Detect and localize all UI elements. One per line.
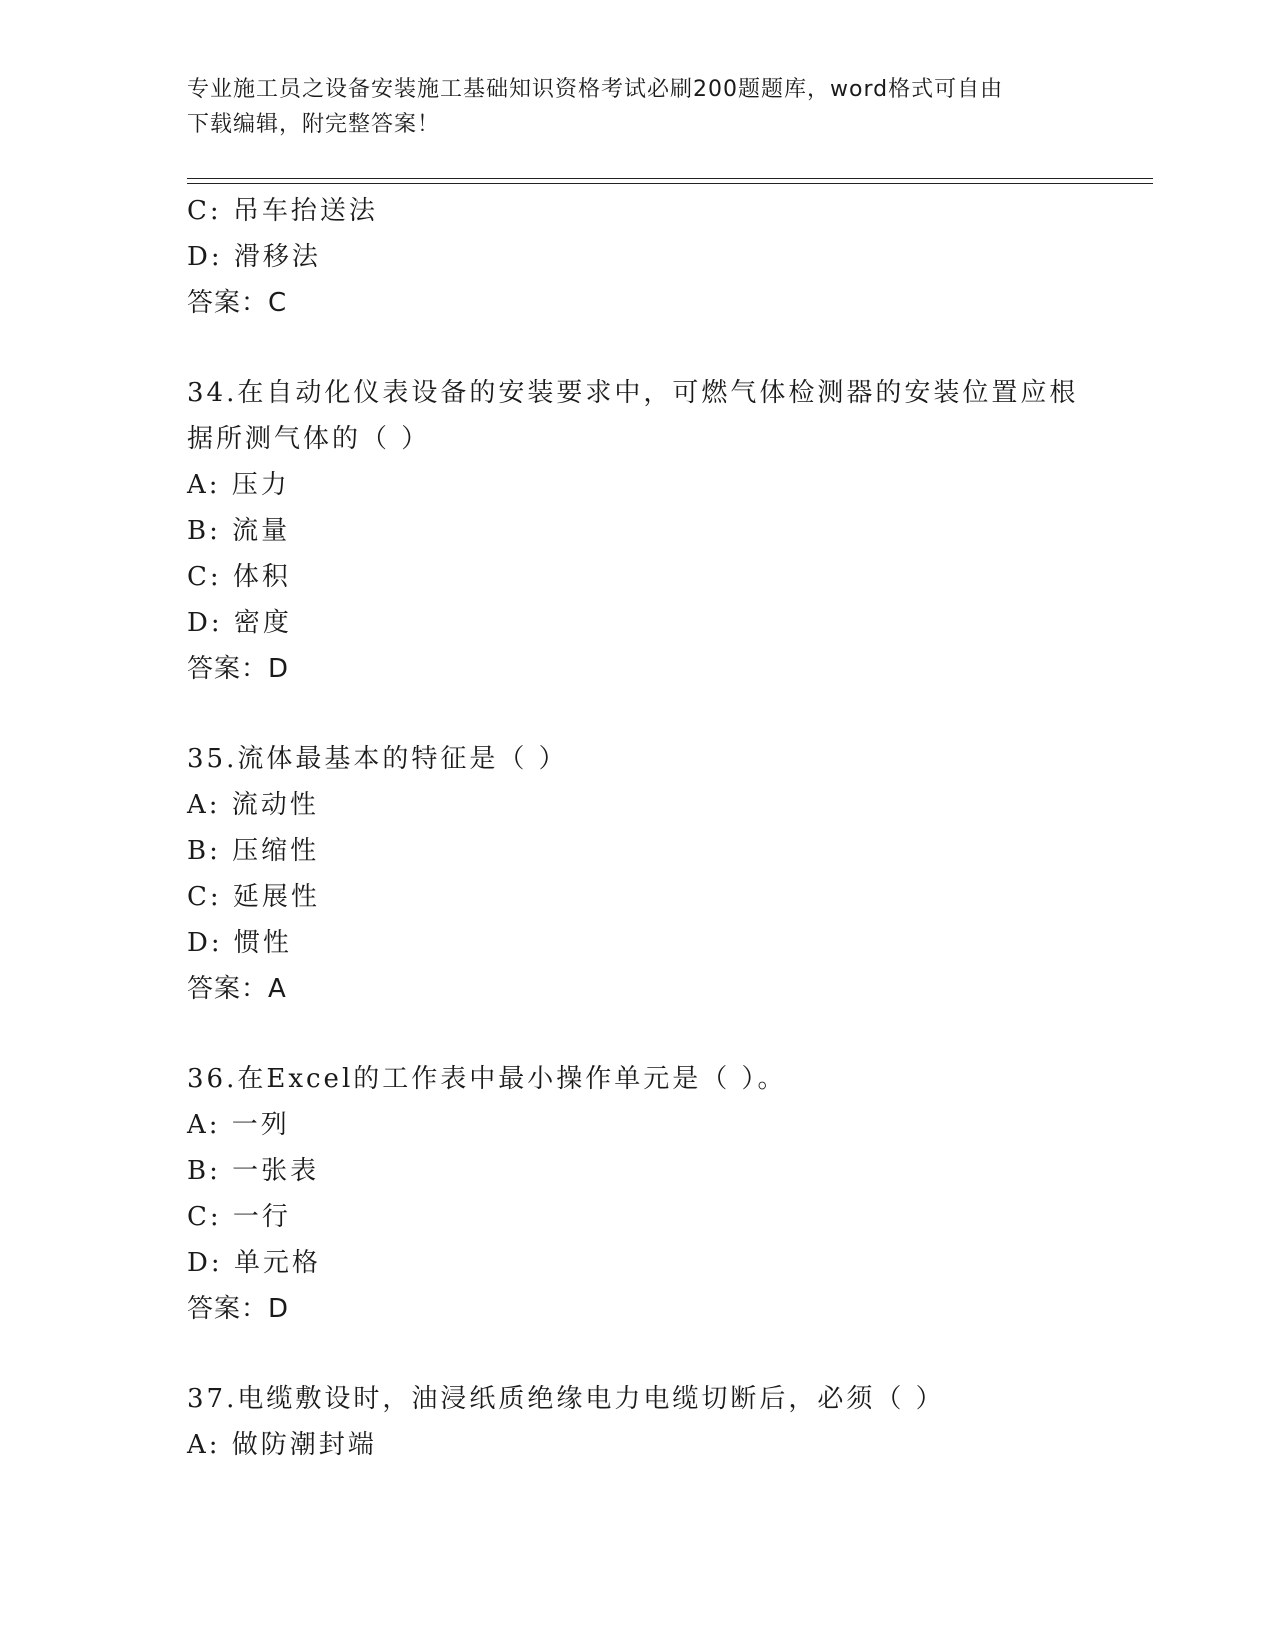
option-c: C: 吊车抬送法 (187, 196, 378, 226)
answer: 答案：C (187, 288, 288, 318)
option-b: B: 压缩性 (187, 836, 320, 866)
answer: 答案：D (187, 654, 290, 684)
question-stem: 37.电缆敷设时，油浸纸质绝缘电力电缆切断后，必须（ ） (187, 1384, 945, 1414)
answer: 答案：A (187, 974, 287, 1004)
question-37 (187, 1376, 1087, 1468)
option-a: A: 做防潮封端 (187, 1430, 377, 1460)
question-stem: 34.在自动化仪表设备的安装要求中，可燃气体检测器的安装位置应根 (187, 378, 1079, 408)
header-rule-top (187, 178, 1153, 179)
option-a: A: 流动性 (187, 790, 319, 820)
answer: 答案：D (187, 1294, 290, 1324)
option-c: C: 一行 (187, 1202, 291, 1232)
option-b: B: 流量 (187, 516, 291, 546)
option-d: D: 密度 (187, 608, 292, 638)
option-c: C: 体积 (187, 562, 291, 592)
header-line-1: 专业施工员之设备安装施工基础知识资格考试必刷200题题库，word格式可自由 (187, 77, 1004, 102)
question-35 (187, 736, 1087, 1012)
document-header (187, 72, 1067, 142)
header-line-2: 下载编辑，附完整答案！ (187, 112, 441, 137)
option-d: D: 单元格 (187, 1248, 321, 1278)
header-rule-bottom (187, 183, 1153, 184)
question-33-continued (187, 188, 1087, 326)
option-d: D: 滑移法 (187, 242, 321, 272)
question-stem: 35.流体最基本的特征是（ ） (187, 744, 568, 774)
option-a: A: 一列 (187, 1110, 290, 1140)
option-d: D: 惯性 (187, 928, 292, 958)
question-34 (187, 370, 1087, 692)
question-list (187, 188, 1087, 1468)
option-b: B: 一张表 (187, 1156, 320, 1186)
question-stem: 据所测气体的（ ） (187, 424, 431, 454)
option-a: A: 压力 (187, 470, 290, 500)
question-stem: 36.在Excel的工作表中最小操作单元是（ ）。 (187, 1064, 787, 1094)
option-c: C: 延展性 (187, 882, 320, 912)
question-36 (187, 1056, 1087, 1332)
